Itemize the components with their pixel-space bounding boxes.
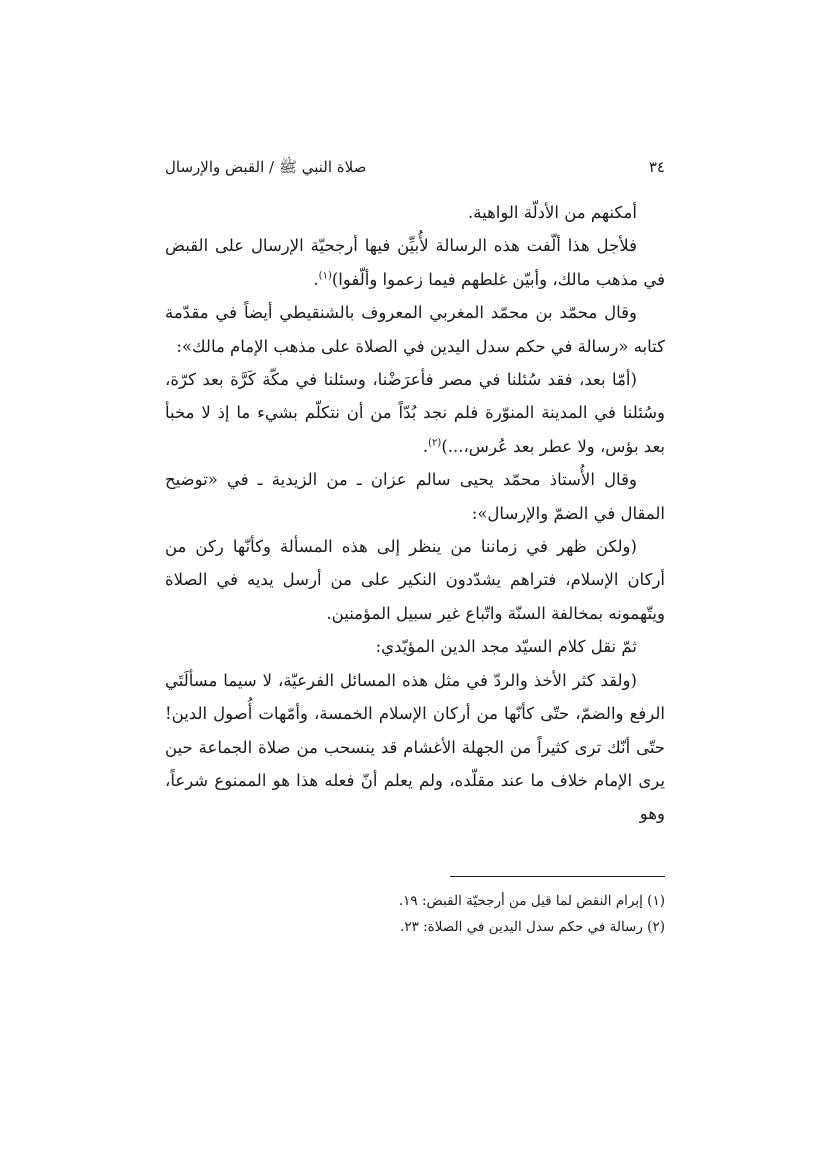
footnote-divider xyxy=(450,876,665,877)
running-title: صلاة النبي ﷺ / القبض والإرسال xyxy=(165,158,367,176)
paragraph-3: وقال محمّد بن محمّد المغربي المعروف بالشنقيطي أيضاً في مقدّمة كتابه «رسالة في حكم سدل اليدين في الصلاة على مذهب الإمام مالك»: xyxy=(165,303,665,356)
paragraph-4 xyxy=(165,363,665,463)
page-number: ٣٤ xyxy=(648,158,665,176)
footnote-2: (٢) رسالة في حكم سدل اليدين في الصلاة: ٢٣. xyxy=(400,919,665,935)
paragraph-5: وقال الأُستاذ محمّد يحيى سالم عزان ـ من الزيدية ـ في «توضيح المقال في الضمّ والإرسال»: xyxy=(165,470,665,523)
paragraph-2-end: . xyxy=(313,269,319,289)
paragraph-6: (ولكن ظهر في زماننا من ينظر إلى هذه المسألة وكأنّها ركن من أركان الإسلام، فتراهم يشدّدون النكير على من أرسل يديه في الصلاة ويتّهمونه بمخالفة السنّة واتّباع غير سبيل المؤمنين. xyxy=(165,537,665,623)
main-text xyxy=(165,196,665,831)
footnote-ref-2[interactable]: (٢) xyxy=(428,437,442,449)
paragraph-8: (ولقد كثر الأخذ والردّ في مثل هذه المسائل الفرعيّة، لا سيما مسألَتَي الرفع والضمّ، حتّى كأنّها من أركان الإسلام الخمسة، وأمّهات أُصول الدين! حتّى أنّك ترى كثيراً من الجهلة الأغشام قد ينسحب من صلاة الجماعة حين يرى الإمام خلاف ما عند مقلّده، ولم يعلم أنّ فعله هذا هو الممنوع شرعاً، وهو xyxy=(165,670,665,824)
footnote-ref-1[interactable]: (١) xyxy=(318,270,332,282)
paragraph-2-text: فلأجل هذا ألّفت هذه الرسالة لأُبيِّن فيها أرجحيّة الإرسال على القبض في مذهب مالك، وأبيّن غلطهم فيما زعموا وألّفوا) xyxy=(165,236,665,289)
book-page xyxy=(165,150,665,1050)
footnote-1: (١) إبرام النقض لما قيل من أرجحيّة القبض: ١٩. xyxy=(398,893,665,909)
paragraph-1: أمكنهم من الأدلّة الواهية. xyxy=(468,203,637,222)
paragraph-4-end: . xyxy=(422,436,429,456)
paragraph-4-text: (أمّا بعد، فقد سُئلنا في مصر فأعرَضْنا، وسئلنا في مكّة كَرَّة بعد كرّة، وسُئلنا في المدينة المنوّرة فلم نجد بُدّاً من أن نتكلّم بشيء ما إذ لا مخبأ بعد بؤس، ولا عطر بعد عُرس،...) xyxy=(165,370,665,456)
running-header xyxy=(165,158,665,184)
paragraph-7: ثمّ نقل كلام السيّد مجد الدين المؤيّدي: xyxy=(375,637,637,657)
paragraph-2 xyxy=(165,229,665,296)
footnotes xyxy=(165,888,665,940)
